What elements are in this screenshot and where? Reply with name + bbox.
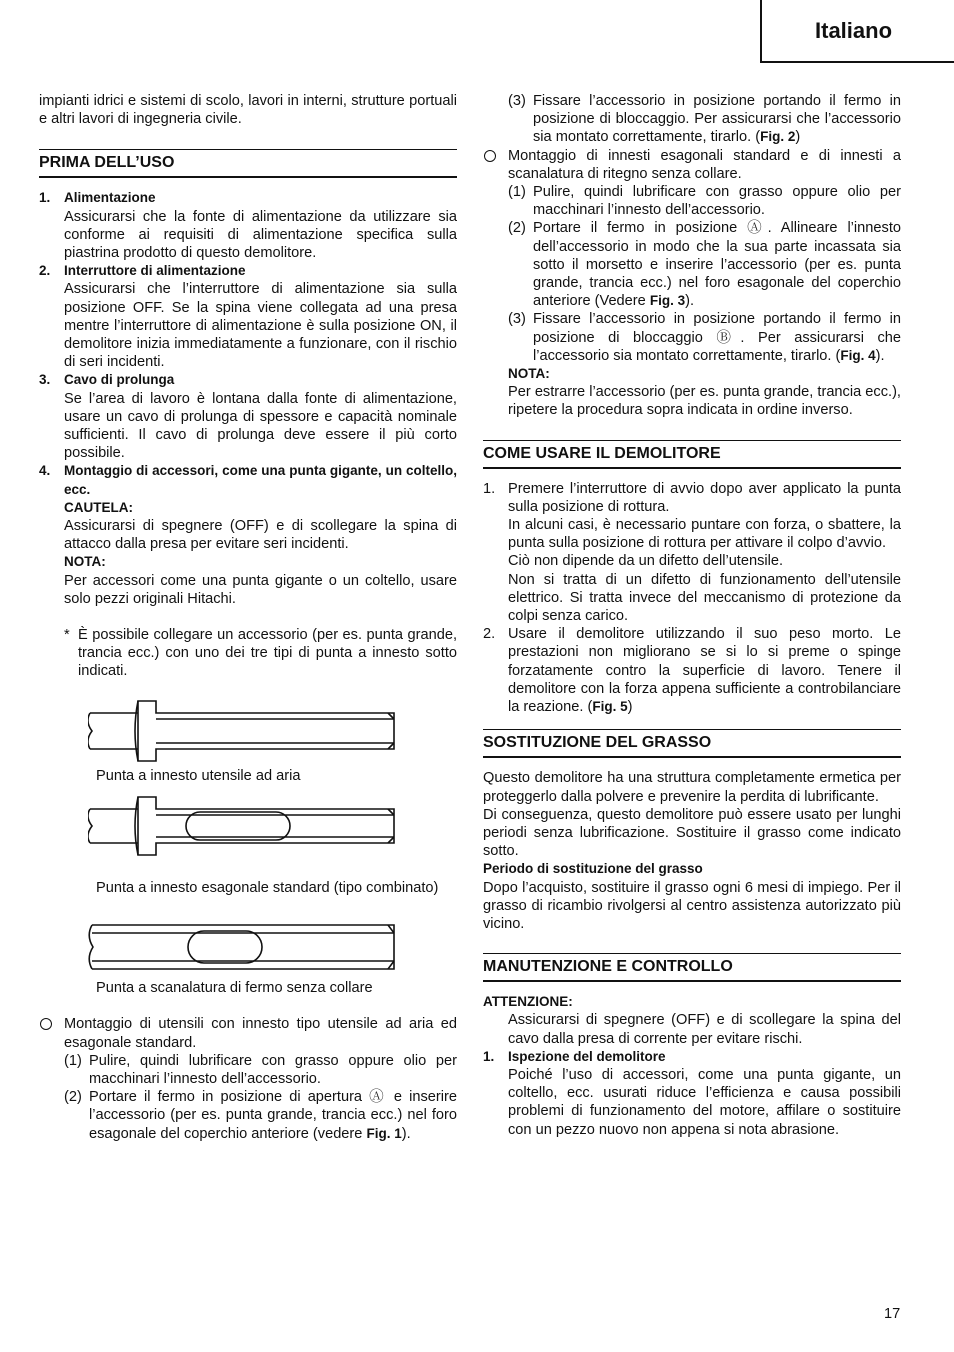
grease-paragraph: Questo demolitore ha una struttura completamente ermetica per proteggerlo dalla polvere e prevenire la perdita di lubrificante. [483, 770, 901, 805]
left-column [39, 92, 457, 1143]
item-title: Cavo di prolunga [64, 372, 175, 388]
figure-reference: Fig. 5 [592, 699, 628, 715]
figure-reference: Fig. 4 [840, 347, 876, 363]
circle-bullet-icon [484, 150, 496, 162]
step-item: (3) Fissare l’accessorio in posizione portando il fermo in posizione di bloccaggio Ⓑ. Per assicurarsi che l’accessorio sia montato correttamente, tirarlo. (Fig. 4). [508, 311, 901, 364]
shank-caption: Punta a innesto utensile ad aria [96, 767, 301, 784]
item-title: Ispezione del demolitore [508, 1048, 666, 1064]
step-item: (2) Portare il fermo in posizione Ⓐ. Allineare l’innesto dell’accessorio in modo che la sua parte incassata sia sotto il morsetto e inserire l’accessorio (per es. punta grande, trancia ecc.) nel foro esagonale del coperchio anteriore (Vedere Fig. 3). [508, 220, 901, 310]
item-text: Assicurarsi che la fonte di alimentazione da utilizzare sia conforme ai requisiti di alimentazione specifica sulla piastrina prodotto di questo demolitore. [64, 208, 457, 262]
figure-reference: Fig. 1 [366, 1125, 402, 1141]
item-text: Assicurarsi che l’interruttore di alimentazione sia sulla posizione OFF. Se la spina viene collegata ad una presa mentre l’interruttore di alimentazione è sulla posizione ON, il demolitore inizia immediatamente a funzionare, con il rischio di seri incidenti. [64, 281, 457, 371]
warning-label: ATTENZIONE: [483, 994, 573, 1010]
figure-reference: Fig. 2 [760, 129, 796, 145]
step-item: (3) Fissare l’accessorio in posizione portando il fermo in posizione di bloccaggio. Per assicurarsi che l’accessorio sia montato correttamente, tirarlo. (Fig. 2) [508, 93, 901, 146]
step-item: (1) Pulire, quindi lubrificare con grasso oppure olio per macchinari l’innesto dell’accessorio. [508, 184, 901, 219]
caution-label: CAUTELA: [64, 499, 133, 515]
figure-reference: Fig. 3 [649, 293, 686, 309]
list-item: 4. Montaggio di accessori, come una punta gigante, un coltello, ecc. CAUTELA: Assicurarsi di spegnere (OFF) e di scollegare la spina di attacco dalla presa per evitare seri incidenti. NOTA: Per accessori come una punta gigante o un coltello, usare solo pezzi originali Hitachi. * È possibile collegare un accessorio (per es. punta grande, trancia ecc.) con uno dei tre tipi di punta a innesto sotto indicati. [39, 463, 457, 680]
section-heading-come-usare: COME USARE IL DEMOLITORE [483, 440, 901, 469]
groove-shank-illustration [88, 923, 400, 973]
grease-period-label: Periodo di sostituzione del grasso [483, 861, 703, 877]
section-heading-grasso: SOSTITUZIONE DEL GRASSO [483, 729, 901, 758]
item-title: Montaggio di accessori, come una punta gigante, un coltello, ecc. [64, 463, 457, 497]
shank-caption: Punta a scanalatura di fermo senza collare [96, 980, 373, 997]
list-item: 1. Ispezione del demolitore Poiché l’uso di accessori, come una punta gigante, un coltello, ecc. usurati riduce l’efficienza e causa possibili problemi di funzionamento del motore, affilare o sostituire con un pezzo nuovo non appena si nota abrasione. [483, 1048, 901, 1138]
language-title: Italiano [815, 18, 893, 43]
note-label: NOTA: [508, 366, 550, 382]
right-column [483, 92, 901, 1139]
list-item: 2. Usare il demolitore utilizzando il suo peso morto. Le prestazioni non migliorano se si lo si preme o spinge forzatamente contro la superficie di lavoro. Tenere il demolitore con la forza appena sufficiente a controbilanciare la reazione. (Fig. 5) [483, 626, 901, 716]
circle-bullet-icon [40, 1018, 52, 1030]
intro-paragraph: impianti idrici e sistemi di scolo, lavori in interni, strutture portuali e altri lavori di ingegneria civile. [39, 93, 457, 128]
item-title: Interruttore di alimentazione [64, 263, 246, 279]
item-text: Se l’area di lavoro è lontana dalla fonte di alimentazione, usare un cavo di prolunga di spessore e capacità nominale sufficienti. Il cavo di prolunga deve essere il più corto possibile. [64, 390, 457, 462]
item-text: Poiché l’uso di accessori, come una punta gigante, un coltello, ecc. usurati riduce l’efficienza e causa possibili problemi di funzionamento del motore, affilare o sostituire con un pezzo nuovo non appena si nota abrasione. [508, 1066, 901, 1138]
warning-text: Assicurarsi di spegnere (OFF) e di scollegare la spina del cavo dalla presa di corrente per evitare rischi. [508, 1012, 901, 1047]
list-item: 3. Cavo di prolunga Se l’area di lavoro è lontana dalla fonte di alimentazione, usare un cavo di prolunga di spessore e capacità nominale sufficienti. Il cavo di prolunga deve essere il più corto possibile. [39, 372, 457, 462]
note-text: Per estrarre l’accessorio (per es. punta grande, trancia ecc.), ripetere la procedura sopra indicata in ordine inverso. [508, 384, 901, 419]
list-item: 1. Premere l’interruttore di avvio dopo aver applicato la punta sulla posizione di rottura. In alcuni casi, è necessario puntare con forza, o sbattere, la punta sulla posizione di rottura per attivare il colpo d’avvio. Ciò non dipende da un difetto dell’utensile. Non si tratta di un difetto di funzionamento dell’utensile elettrico. Si tratta invece del meccanismo di protezione da colpi senza carico. [483, 480, 901, 625]
item-title: Alimentazione [64, 190, 156, 206]
note-text: Per accessori come una punta gigante o un coltello, usare solo pezzi originali Hitachi. [64, 572, 457, 607]
step-item: (1) Pulire, quindi lubrificare con grasso oppure olio per macchinari l’innesto dell’accessorio. [64, 1052, 457, 1087]
list-item: 2. Interruttore di alimentazione Assicurarsi che l’interruttore di alimentazione sia sulla posizione OFF. Se la spina viene collegata ad una presa mentre l’interruttore di alimentazione è sulla posizione ON, il demolitore inizia immediatamente a funzionare, con il rischio di seri incidenti. [39, 263, 457, 371]
shank-caption: Punta a innesto esagonale standard (tipo combinato) [96, 879, 439, 896]
list-item: 1. Alimentazione Assicurarsi che la fonte di alimentazione da utilizzare sia conforme ai requisiti di alimentazione specifica sulla piastrina prodotto di questo demolitore. [39, 190, 457, 262]
page-number: 17 [884, 1306, 901, 1322]
hex-shank-illustration [88, 791, 400, 861]
grease-paragraph: Di conseguenza, questo demolitore può essere usato per lunghi periodi senza lubrificazione. Sostituire il grasso come indicato sotto. [483, 806, 901, 860]
grease-period-text: Dopo l’acquisto, sostituire il grasso ogni 6 mesi di impiego. Per il grasso di ricambio rivolgersi al centro assistenza autorizzato più vicino. [483, 879, 901, 932]
hex-mount-section: Montaggio di innesti esagonali standard e di innesti a scanalatura di ritegno senza collare. (1) Pulire, quindi lubrificare con grasso oppure olio per macchinari l’innesto dell’accessorio. (2) Portare il fermo in posizione Ⓐ. Allineare l’innesto dell’accessorio in modo che la sua parte incassata sia sotto il morsetto e inserire l’accessorio (per es. punta grande, trancia ecc.) nel foro esagonale del coperchio anteriore (Vedere Fig. 3). (3) Fissare l’accessorio in posizione portando il fermo in posizione di bloccaggio Ⓑ. Per assicurarsi che l’accessorio sia montato correttamente, tirarlo. (Fig. 4). NOTA: Per estrarre l’accessorio (per es. punta grande, trancia ecc.), ripetere la procedura sopra indicata in ordine inverso. [483, 147, 901, 420]
note-label: NOTA: [64, 554, 106, 570]
star-note: * È possibile collegare un accessorio (per es. punta grande, trancia ecc.) con uno dei tre tipi di punta a innesto sotto indicati. [64, 627, 457, 680]
air-mount-section: Montaggio di utensili con innesto tipo utensile ad aria ed esagonale standard. (1) Pulire, quindi lubrificare con grasso oppure olio per macchinari l’innesto dell’accessorio. (2) Portare il fermo in posizione di apertura Ⓐ e inserire l’accessorio (per es. punta grande, trancia ecc.) nel foro esagonale del coperchio anteriore (vedere Fig. 1). [39, 1015, 457, 1142]
caution-text: Assicurarsi di spegnere (OFF) e di scollegare la spina di attacco dalla presa per evitare seri incidenti. [64, 518, 457, 553]
section-heading-manutenzione: MANUTENZIONE E CONTROLLO [483, 953, 901, 982]
section-heading-prima: PRIMA DELL’USO [39, 149, 457, 178]
step-item: (2) Portare il fermo in posizione di apertura Ⓐ e inserire l’accessorio (per es. punta grande, trancia ecc.) nel foro esagonale del coperchio anteriore (vedere Fig. 1). [64, 1089, 457, 1142]
air-tool-shank-illustration [88, 695, 400, 767]
